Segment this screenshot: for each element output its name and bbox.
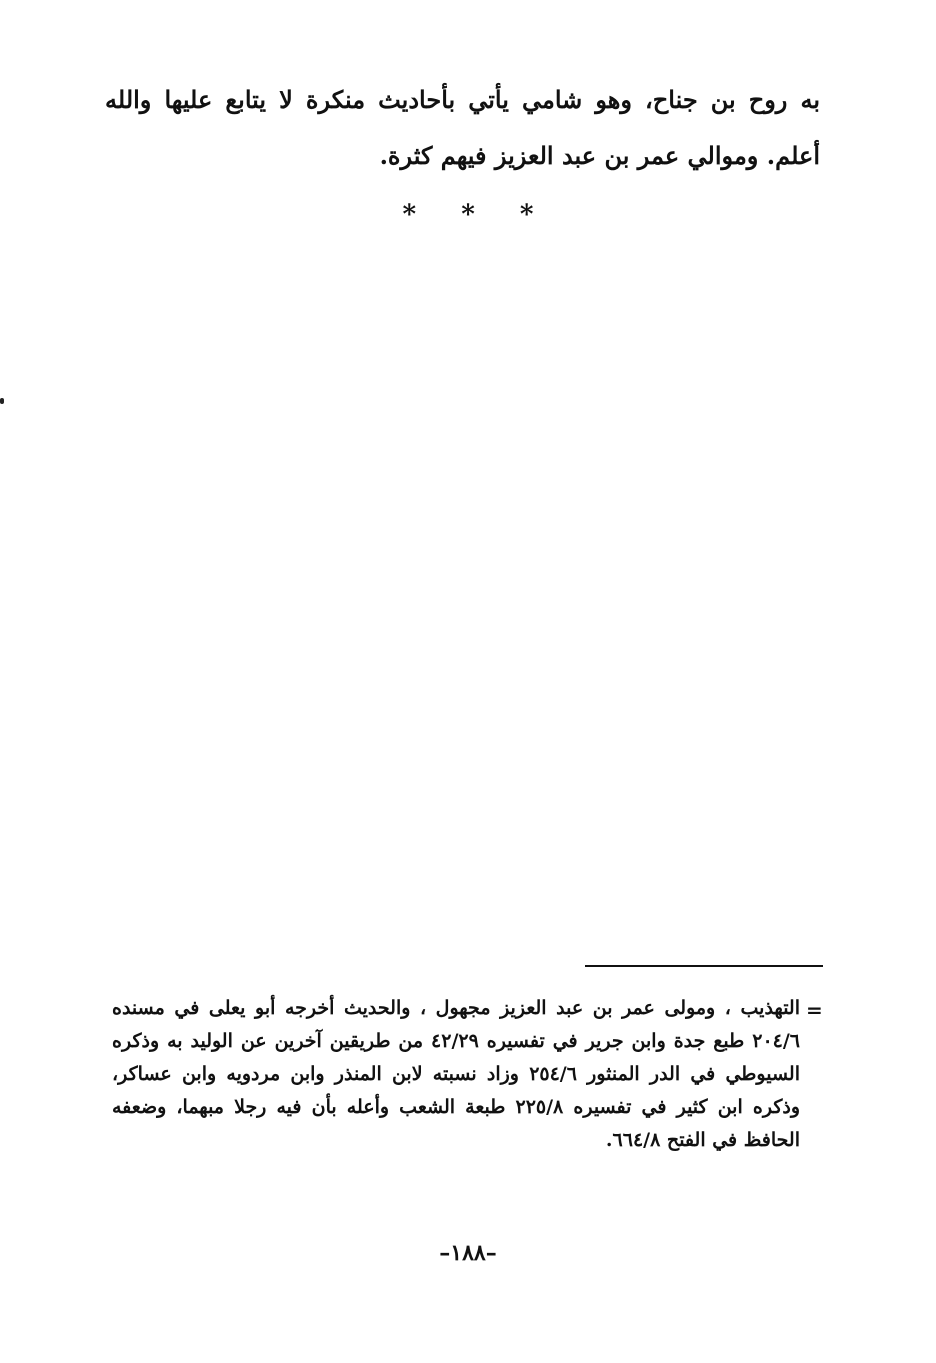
separator-star-1: *: [519, 200, 534, 230]
footnote-divider: [585, 965, 823, 967]
section-separator: [0, 200, 936, 230]
main-text-block: [105, 72, 820, 184]
page-number: –١٨٨–: [439, 1240, 497, 1266]
footnote-continuation-marker: =: [806, 998, 823, 1022]
margin-speck: [0, 398, 4, 404]
footnote-block: [112, 992, 800, 1157]
separator-star-2: *: [461, 200, 475, 230]
main-paragraph: به روح بن جناح، وهو شامي يأتي بأحاديث منكرة لا يتابع عليها والله أعلم. وموالي عمر بن عبد العزيز فيهم كثرة.: [105, 85, 820, 170]
separator-star-3: *: [402, 200, 417, 230]
footnote-paragraph: التهذيب ، ومولى عمر بن عبد العزيز مجهول ، والحديث أخرجه أبو يعلى في مسنده ٢٠٤/٦ طبع جدة وابن جرير في تفسيره ٤٢/٢٩ من طريقين آخرين عن الوليد به وذكره السيوطي في الدر المنثور ٢٥٤/٦ وزاد نسبته لابن المنذر وابن مردويه وابن عساكر، وذكره ابن كثير في تفسيره ٢٢٥/٨ طبعة الشعب وأعله بأن فيه رجلا مبهما، وضعفه الحافظ في الفتح ٦٦٤/٨.: [112, 997, 800, 1151]
